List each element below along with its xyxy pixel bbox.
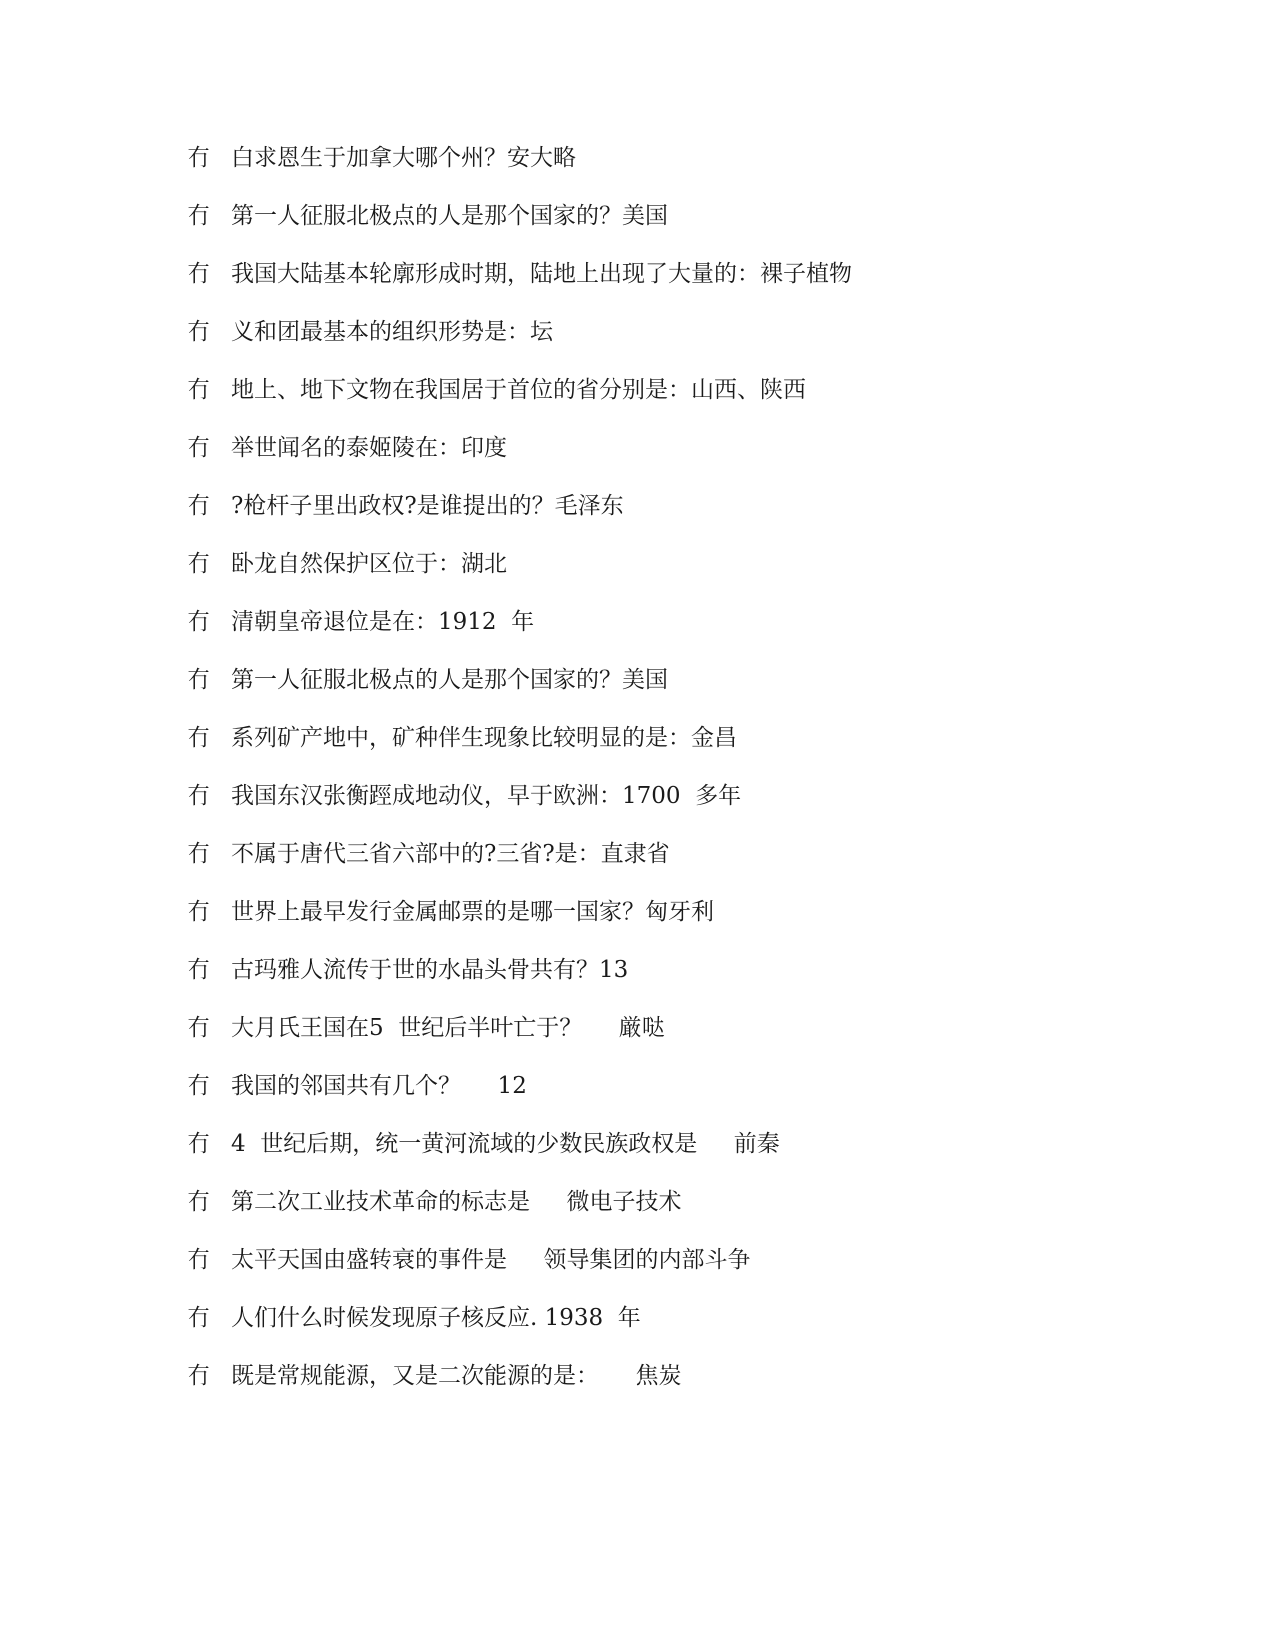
bullet-mark: 冇: [187, 261, 210, 287]
list-item: [187, 370, 806, 410]
list-item: [187, 312, 553, 352]
bullet-mark: 冇: [187, 1015, 210, 1041]
list-item: [187, 950, 628, 990]
question-text: 义和团最基本的组织形势是：坛: [231, 319, 553, 345]
list-item: [187, 660, 668, 700]
list-item: [187, 486, 624, 526]
list-item: [187, 1298, 641, 1338]
question-text: 大月氏王国在5 世纪后半叶亡于？ 厳哒: [231, 1015, 665, 1041]
question-text: 4 世纪后期，统一黄河流域的少数民族政权是 前秦: [231, 1131, 780, 1157]
question-text: 地上、地下文物在我国居于首位的省分别是：山西、陕西: [231, 377, 806, 403]
list-item: [187, 1182, 682, 1222]
question-text: 第一人征服北极点的人是那个国家的？美国: [231, 203, 668, 229]
list-item: [187, 776, 741, 816]
question-text: 既是常规能源，又是二次能源的是： 焦炭: [231, 1363, 682, 1389]
question-text: 第二次工业技术革命的标志是 微电子技术: [231, 1189, 682, 1215]
question-text: 我国大陆基本轮廓形成时期，陆地上出现了大量的：裸子植物: [231, 261, 852, 287]
bullet-mark: 冇: [187, 609, 210, 635]
question-text: 古玛雅人流传于世的水晶头骨共有？13: [231, 957, 629, 983]
bullet-mark: 冇: [187, 203, 210, 229]
question-text: 第一人征服北极点的人是那个国家的？美国: [231, 667, 668, 693]
list-item: [187, 1066, 527, 1106]
bullet-mark: 冇: [187, 435, 210, 461]
list-item: [187, 544, 507, 584]
question-text: 人们什么时候发现原子核反应. 1938 年: [231, 1305, 641, 1331]
bullet-mark: 冇: [187, 319, 210, 345]
list-item: [187, 718, 737, 758]
list-item: [187, 196, 668, 236]
bullet-mark: 冇: [187, 551, 210, 577]
bullet-mark: 冇: [187, 377, 210, 403]
question-text: 卧龙自然保护区位于：湖北: [231, 551, 507, 577]
question-text: 我国的邻国共有几个？ 12: [231, 1073, 527, 1099]
bullet-mark: 冇: [187, 1247, 210, 1273]
list-item: [187, 138, 576, 178]
bullet-mark: 冇: [187, 783, 210, 809]
bullet-mark: 冇: [187, 725, 210, 751]
question-text: 举世闻名的泰姬陵在：印度: [231, 435, 507, 461]
question-text: 世界上最早发行金属邮票的是哪一国家？匈牙利: [231, 899, 714, 925]
question-text: 我国东汉张衡踁成地动仪，早于欧洲：1700 多年: [231, 783, 742, 809]
bullet-mark: 冇: [187, 1363, 210, 1389]
bullet-mark: 冇: [187, 841, 210, 867]
list-item: [187, 602, 534, 642]
list-item: [187, 428, 507, 468]
bullet-mark: 冇: [187, 957, 210, 983]
bullet-mark: 冇: [187, 1073, 210, 1099]
bullet-mark: 冇: [187, 145, 210, 171]
question-text: 不属于唐代三省六部中的?三省?是：直隶省: [231, 841, 670, 867]
list-item: [187, 834, 670, 874]
bullet-mark: 冇: [187, 899, 210, 925]
bullet-mark: 冇: [187, 1305, 210, 1331]
question-text: 系列矿产地中，矿种伴生现象比较明显的是：金昌: [231, 725, 737, 751]
bullet-mark: 冇: [187, 667, 210, 693]
list-item: [187, 254, 852, 294]
bullet-mark: 冇: [187, 1189, 210, 1215]
question-text: ?枪杆子里出政权?是谁提出的？毛泽东: [231, 493, 624, 519]
question-text: 清朝皇帝退位是在：1912 年: [231, 609, 535, 635]
list-item: [187, 1008, 665, 1048]
list-item: [187, 1356, 682, 1396]
bullet-mark: 冇: [187, 493, 210, 519]
list-item: [187, 1124, 780, 1164]
list-item: [187, 1240, 751, 1280]
bullet-mark: 冇: [187, 1131, 210, 1157]
question-text: 白求恩生于加拿大哪个州？安大略: [231, 145, 576, 171]
list-item: [187, 892, 714, 932]
question-text: 太平天国由盛转衰的事件是 领导集团的内部斗争: [231, 1247, 751, 1273]
